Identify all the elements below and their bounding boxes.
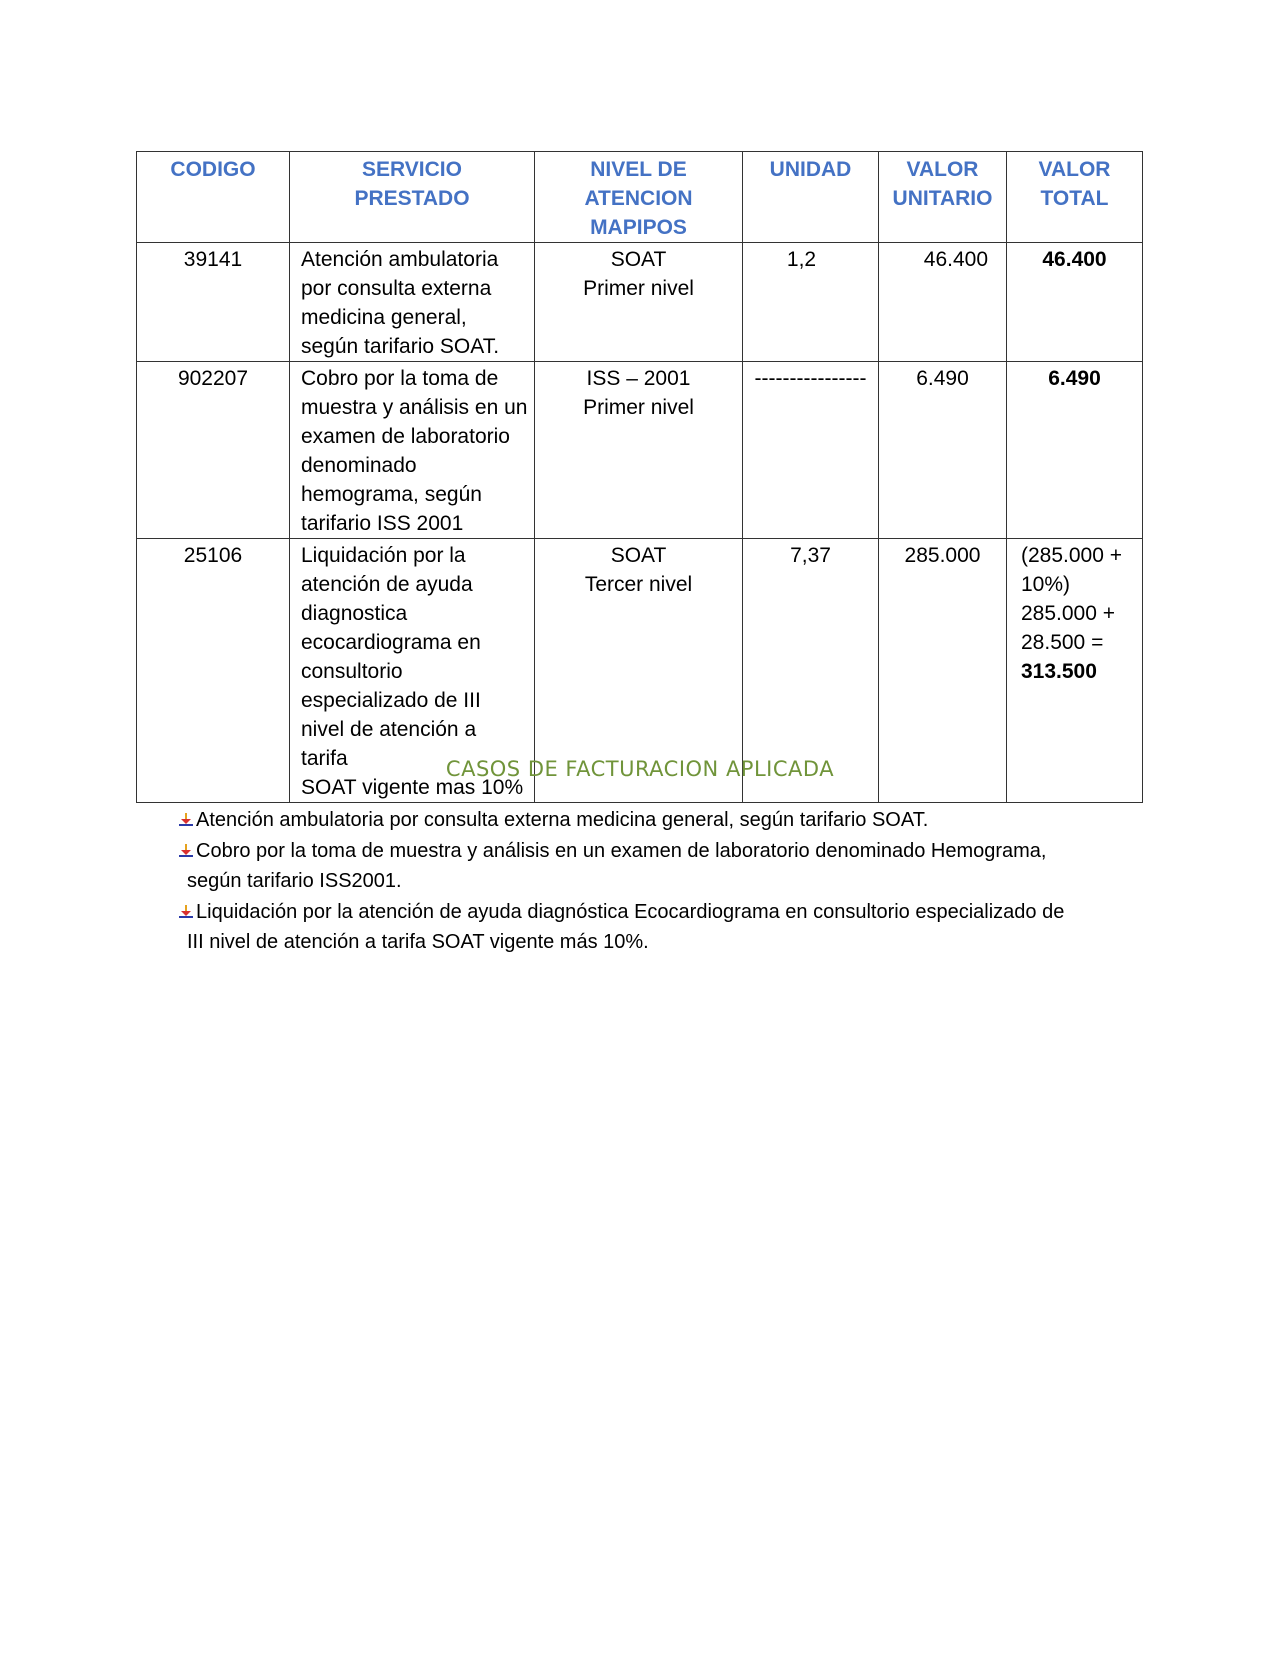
header-line: PRESTADO (354, 187, 470, 210)
servicio-line: Cobro por la toma de (301, 367, 499, 390)
cell-codigo: 902207 (137, 362, 290, 539)
down-arrow-bullet-icon (179, 844, 193, 858)
nivel-line: Primer nivel (583, 277, 694, 300)
cell-nivel (535, 362, 743, 539)
list-item (163, 897, 1155, 958)
cell-unidad: ---------------- (743, 362, 879, 539)
header-line: CODIGO (170, 158, 256, 181)
cell-unidad: 1,2 (743, 243, 879, 362)
nivel-line: Tercer nivel (584, 573, 693, 596)
table-row (137, 243, 1143, 362)
servicio-line: tarifario ISS 2001 (301, 512, 464, 535)
cell-unidad: 7,37 (743, 539, 879, 803)
total-result: 313.500 (1021, 660, 1097, 683)
cell-nivel (535, 243, 743, 362)
servicio-line: según tarifario SOAT. (301, 335, 500, 358)
cell-servicio (290, 243, 535, 362)
header-valor-unitario (879, 152, 1007, 243)
servicio-line: Atención ambulatoria (301, 248, 499, 271)
header-unidad (743, 152, 879, 243)
header-line: UNIDAD (769, 158, 852, 181)
cell-codigo: 25106 (137, 539, 290, 803)
total-calc-line: (285.000 + (1021, 544, 1123, 567)
cell-servicio (290, 362, 535, 539)
servicio-line: consultorio (301, 660, 403, 683)
header-codigo (137, 152, 290, 243)
cell-valor-unitario: 285.000 (879, 539, 1007, 803)
header-valor-total (1007, 152, 1143, 243)
down-arrow-bullet-icon (179, 905, 193, 919)
servicio-line: medicina general, (301, 306, 467, 329)
case-text-continuation: según tarifario ISS2001. (187, 870, 402, 892)
case-text: Atención ambulatoria por consulta externa medicina general, según tarifario SOAT. (196, 809, 929, 831)
total-calc-line: 285.000 + (1021, 602, 1116, 625)
header-nivel (535, 152, 743, 243)
servicio-line: nivel de atención a tarifa (301, 718, 477, 770)
cases-list (155, 805, 1155, 958)
header-line: VALOR (1038, 158, 1111, 181)
case-text: Liquidación por la atención de ayuda diagnóstica Ecocardiograma en consultorio especializado de (196, 900, 1065, 923)
table-header-row (137, 152, 1143, 243)
servicio-line: denominado (301, 454, 417, 477)
header-line: UNITARIO (892, 187, 993, 210)
header-line: NIVEL DE (590, 158, 687, 181)
servicio-line: muestra y análisis en un (301, 396, 528, 419)
servicio-line: especializado de III (301, 689, 481, 712)
total-calc-line: 10%) (1021, 573, 1071, 596)
list-item (163, 805, 1155, 836)
header-line: SERVICIO (362, 158, 462, 181)
cell-valor-unitario: 6.490 (879, 362, 1007, 539)
servicio-line: Liquidación por la (301, 544, 466, 567)
case-text-continuation: III nivel de atención a tarifa SOAT vigente más 10%. (187, 931, 649, 953)
cell-valor-total: 6.490 (1007, 362, 1143, 539)
header-line: VALOR (906, 158, 979, 181)
header-line: ATENCION (584, 187, 693, 210)
nivel-line: SOAT (610, 544, 667, 567)
servicio-line: atención de ayuda (301, 573, 473, 596)
nivel-line: SOAT (610, 248, 667, 271)
header-servicio (290, 152, 535, 243)
header-line: MAPIPOS (590, 216, 687, 239)
table-row (137, 362, 1143, 539)
servicio-line: examen de laboratorio (301, 425, 510, 448)
servicio-line: diagnostica (301, 602, 408, 625)
nivel-line: ISS – 2001 (586, 367, 691, 390)
servicio-line: por consulta externa (301, 277, 492, 300)
servicio-line: SOAT vigente mas 10% (301, 776, 524, 799)
total-calc-line: 28.500 = (1021, 631, 1104, 654)
servicio-line: hemograma, según (301, 483, 482, 506)
header-line: TOTAL (1040, 187, 1109, 210)
section-title: CASOS DE FACTURACION APLICADA (445, 757, 835, 781)
case-text: Cobro por la toma de muestra y análisis en un examen de laboratorio denominado Hemograma, (196, 839, 1047, 862)
billing-table (136, 151, 1143, 803)
cell-valor-unitario: 46.400 (879, 243, 1007, 362)
servicio-line: ecocardiograma en (301, 631, 481, 654)
list-item (163, 836, 1155, 897)
nivel-line: Primer nivel (583, 396, 694, 419)
cell-valor-total: 46.400 (1007, 243, 1143, 362)
down-arrow-bullet-icon (179, 813, 193, 827)
cell-codigo: 39141 (137, 243, 290, 362)
